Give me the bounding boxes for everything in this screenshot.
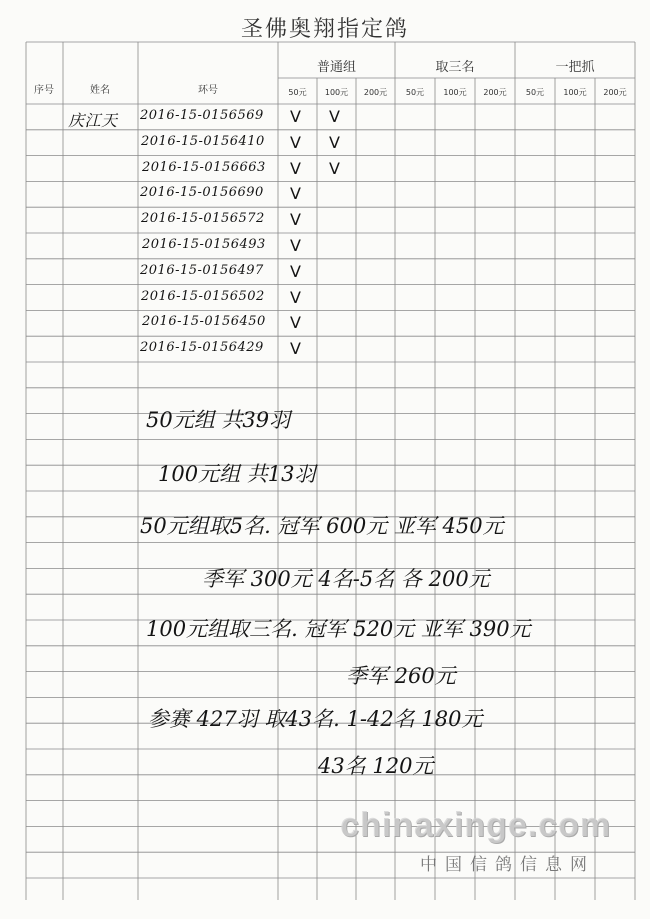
- row-check-mark: V: [290, 339, 301, 359]
- row-check-mark: V: [329, 107, 340, 126]
- row-check-mark: V: [290, 132, 301, 152]
- header-ring: 环号: [198, 85, 218, 96]
- row-check-mark: V: [329, 132, 340, 152]
- row-check-mark: V: [290, 261, 301, 281]
- group-top-three: 取三名: [435, 60, 475, 75]
- note-entries-cont: 43名 120元: [318, 754, 434, 778]
- row-check-mark: V: [290, 107, 301, 126]
- row-ring-number: 2016-15-0156410: [141, 133, 265, 149]
- amount-header: 50元: [525, 88, 545, 97]
- amount-header: 200元: [483, 88, 507, 97]
- group-normal: 普通组: [316, 60, 356, 75]
- row-ring-number: 2016-15-0156663: [142, 159, 266, 175]
- note-entries: 参赛 427羽 取43名. 1-42名 180元: [148, 707, 483, 731]
- amount-header: 50元: [288, 88, 307, 97]
- amount-header: 50元: [405, 88, 425, 97]
- row-ring-number: 2016-15-0156493: [142, 237, 266, 252]
- group-grab-all: 一把抓: [555, 60, 595, 75]
- row-ring-number: 2016-15-0156502: [141, 288, 265, 304]
- note-50-group-prizes-cont: 季军 300元 4名-5名 各 200元: [202, 567, 490, 591]
- row-check-mark: V: [290, 287, 301, 307]
- row-check-mark: V: [290, 313, 301, 333]
- note-50-group-count: 50元组 共39羽: [146, 408, 291, 432]
- note-100-group-count: 100元组 共13羽: [158, 462, 316, 486]
- amount-header: 100元: [563, 88, 587, 97]
- amount-header: 200元: [363, 88, 388, 97]
- note-100-group-prizes-cont: 季军 260元: [346, 664, 456, 688]
- page-title: 圣佛奥翔指定鸽: [240, 17, 409, 42]
- amount-header: 200元: [603, 88, 627, 97]
- amount-header: 100元: [443, 88, 467, 97]
- note-50-group-prizes: 50元组取5名. 冠军 600元 亚军 450元: [140, 514, 504, 538]
- row-ring-number: 2016-15-0156569: [140, 108, 264, 123]
- row-owner-name: 庆江天: [68, 111, 118, 130]
- row-check-mark: V: [290, 184, 301, 204]
- row-ring-number: 2016-15-0156497: [140, 262, 264, 278]
- watermark-domain: chinaxinge.com: [340, 806, 611, 844]
- row-check-mark: V: [290, 210, 301, 230]
- row-check-mark: V: [290, 158, 301, 178]
- row-ring-number: 2016-15-0156450: [142, 314, 266, 330]
- header-name: 姓名: [90, 85, 110, 96]
- row-ring-number: 2016-15-0156429: [140, 340, 264, 356]
- header-seq: 序号: [34, 85, 54, 96]
- amount-header: 100元: [324, 88, 349, 97]
- row-ring-number: 2016-15-0156572: [141, 211, 265, 227]
- row-check-mark: V: [290, 236, 301, 255]
- note-100-group-prizes: 100元组取三名. 冠军 520元 亚军 390元: [146, 617, 531, 641]
- watermark-site-name: 中国信鸽信息网: [420, 855, 595, 875]
- row-ring-number: 2016-15-0156690: [140, 185, 264, 201]
- row-check-mark: V: [329, 158, 340, 178]
